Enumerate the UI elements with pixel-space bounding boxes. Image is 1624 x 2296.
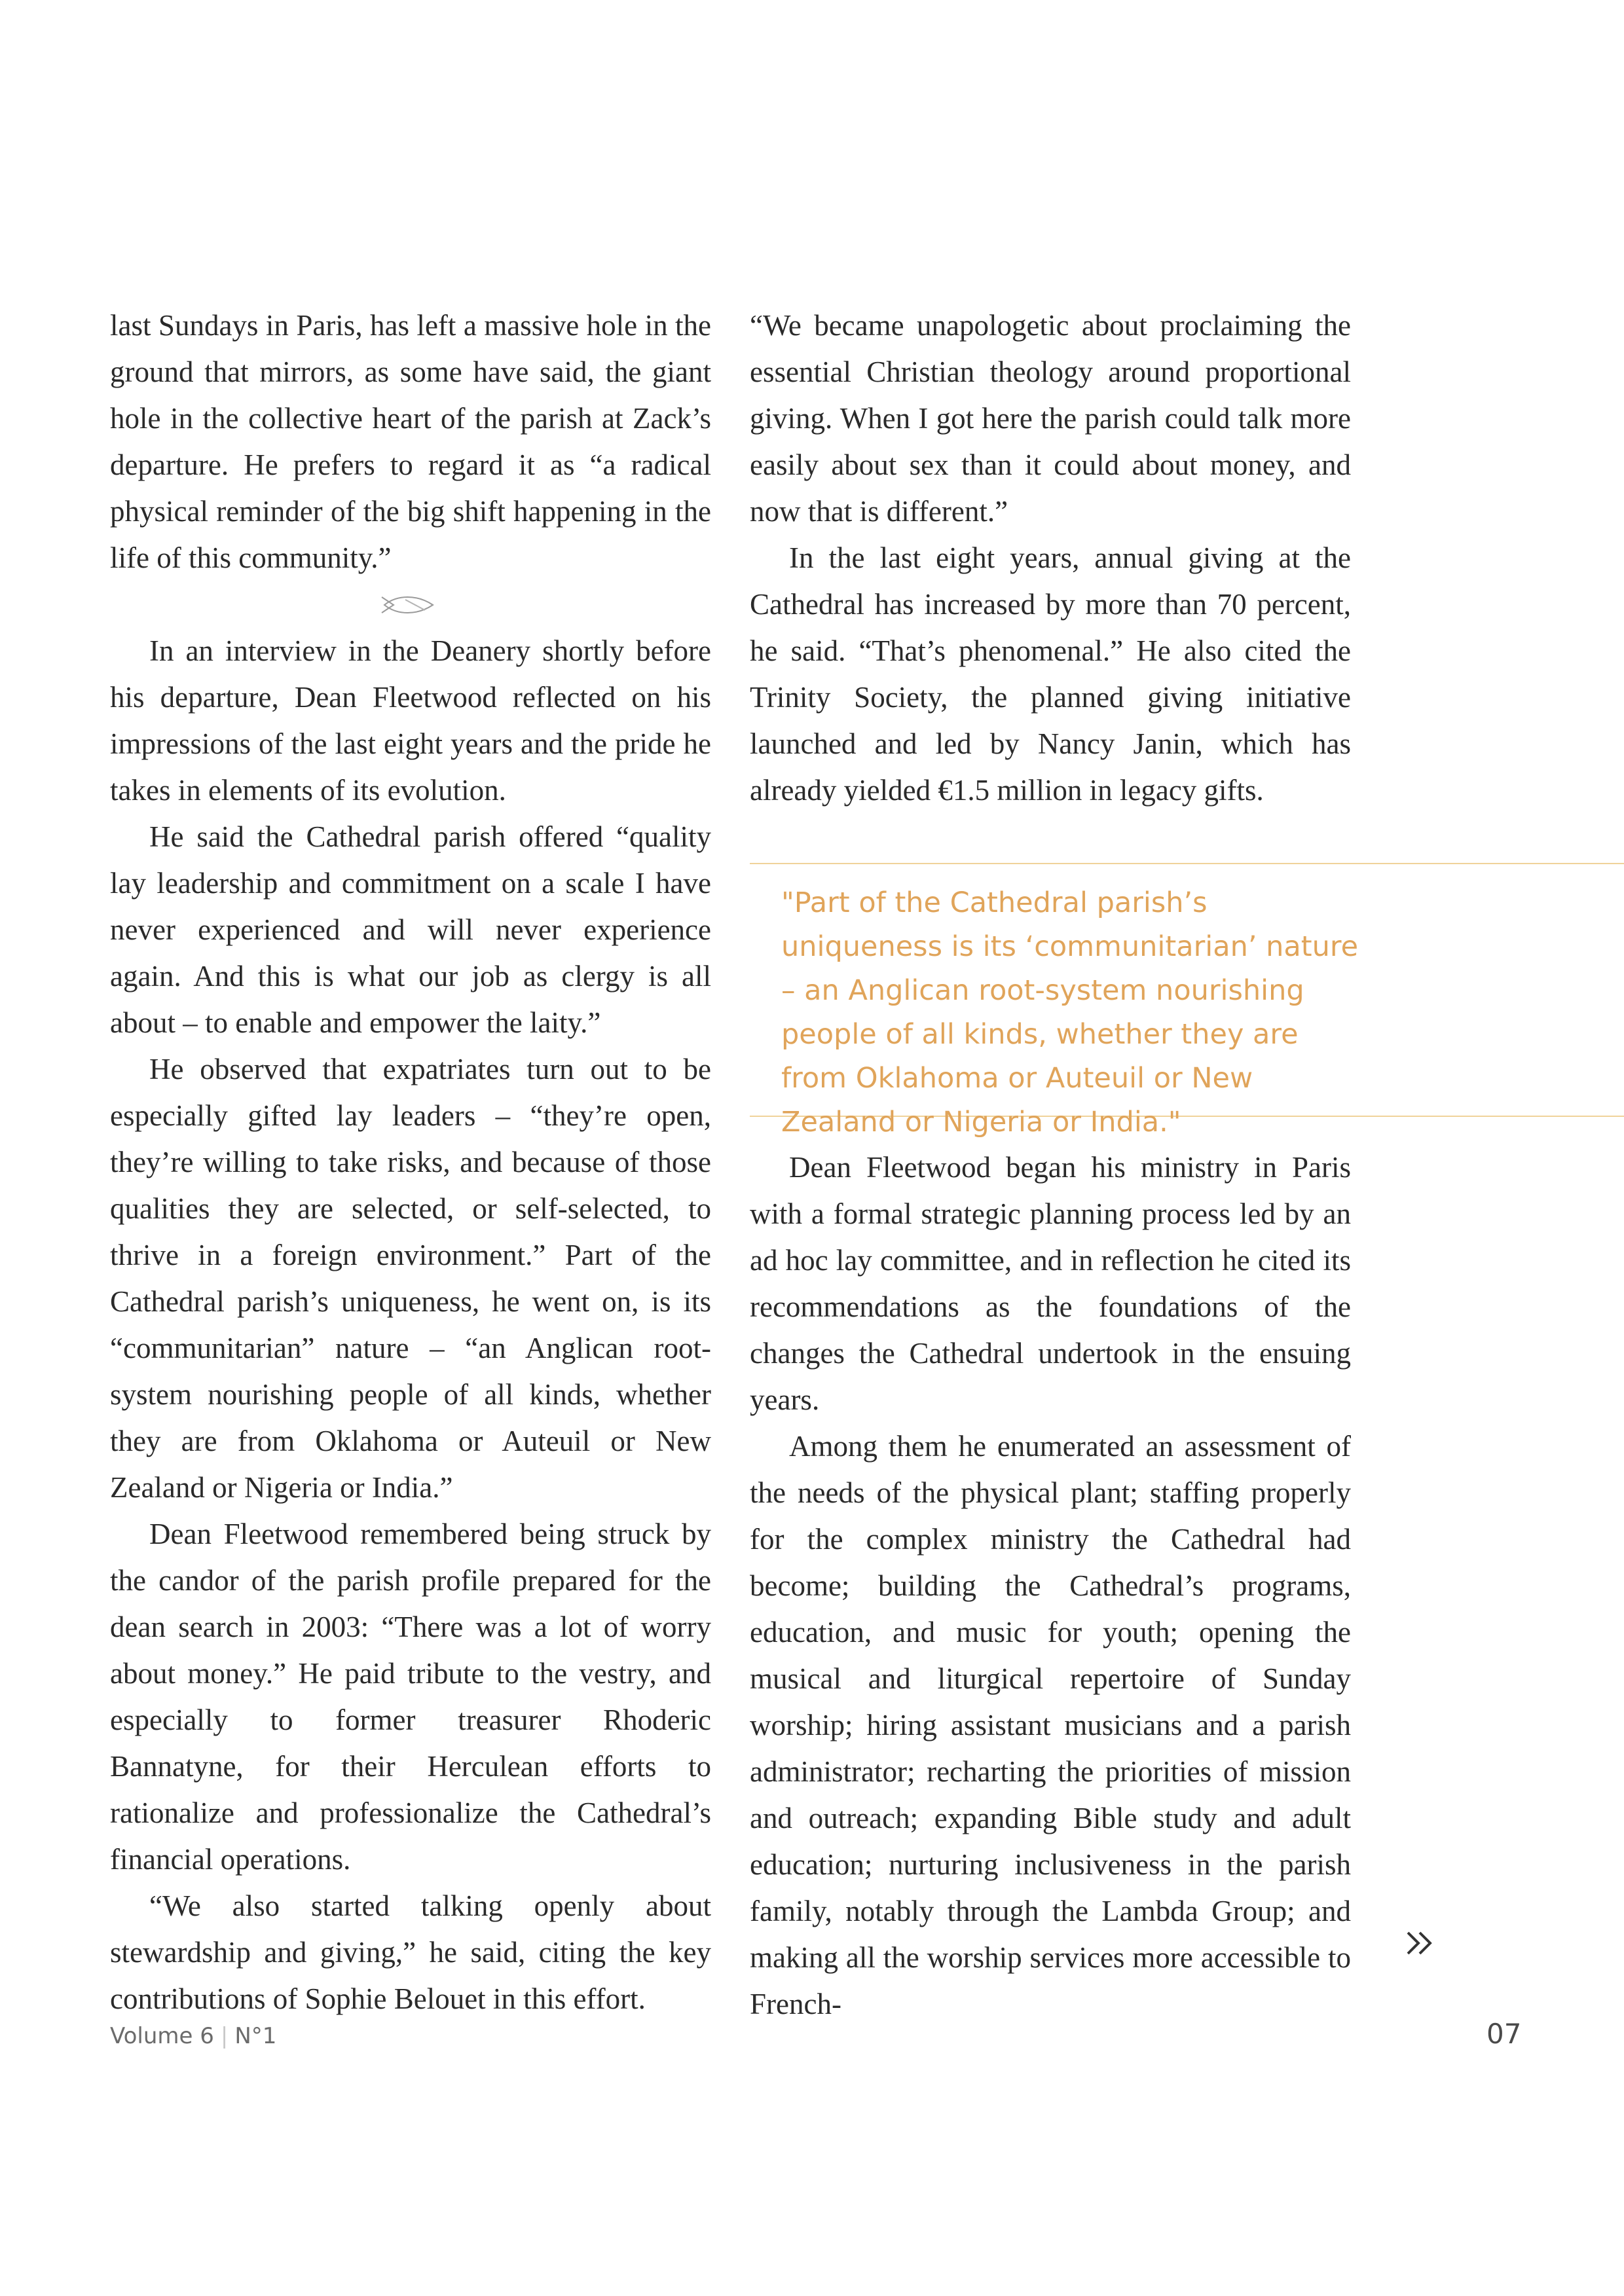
paragraph: In the last eight years, annual giving at the Cathedral has increased by more than 70 percent, he said. “That’s phenomenal.” He also cited the Trinity Society, the planned giving initiative launched and led by Nancy Janin, which has already yielded €1.5 million in legacy gifts. bbox=[750, 541, 1351, 807]
paragraph: Dean Fleetwood began his ministry in Paris with a formal strategic planning process led by an ad hoc lay committee, and in reflection he cited its recommendations as the foundations of the changes the Cathedral undertook in the ensuing years. bbox=[750, 1151, 1351, 1416]
paragraph: He said the Cathedral parish offered “quality lay leadership and commitment on a scale I have never experienced and will never experience again. And this is what our job as clergy is all about – to enable and empower the laity.” bbox=[110, 820, 711, 1039]
page-number: 07 bbox=[1486, 2018, 1522, 2050]
right-column-top bbox=[750, 302, 1351, 814]
volume-label: Volume 6 bbox=[110, 2023, 214, 2049]
left-column bbox=[110, 302, 711, 2022]
paragraph: last Sundays in Paris, has left a massive hole in the ground that mirrors, as some have said, the giant hole in the collective heart of the parish at Zack’s departure. He prefers to regard it as “a radical physical reminder of the big shift happening in the life of this community.” bbox=[110, 309, 711, 574]
paragraph: In an interview in the Deanery shortly before his departure, Dean Fleetwood reflected on his impressions of the last eight years and the pride he takes in elements of its evolution. bbox=[110, 634, 711, 807]
paragraph: “We also started talking openly about stewardship and giving,” he said, citing the key contributions of Sophie Belouet in this effort. bbox=[110, 1889, 711, 2015]
double-chevron-right-icon bbox=[1401, 1925, 1438, 1961]
separator: | bbox=[220, 2023, 229, 2049]
pull-quote-text: "Part of the Cathedral parish’s uniqueness is its ‘communitarian’ nature – an Anglican root-system nourishing people of all kinds, whether they are from Oklahoma or Auteuil or New Zealand or Nigeria or India." bbox=[781, 886, 1359, 1139]
right-column-bottom bbox=[750, 1144, 1351, 2028]
paragraph: “We became unapologetic about proclaiming the essential Christian theology around proportional giving. When I got here the parish could talk more easily about sex than it could about money, and now that is different.” bbox=[750, 309, 1351, 528]
paragraph: Among them he enumerated an assessment of the needs of the physical plant; staffing properly for the complex ministry the Cathedral had become; building the Cathedral’s programs, education, and music for youth; opening the musical and liturgical repertoire of Sunday worship; hiring assistant musicians and a parish administrator; recharting the priorities of mission and outreach; expanding Bible study and adult education; nurturing inclusiveness in the parish family, notably through the Lambda Group; and making all the worship services more accessible to French- bbox=[750, 1430, 1351, 2020]
paragraph: He observed that expatriates turn out to be especially gifted lay leaders – “they’re open, they’re willing to take risks, and because of those qualities they are selected, or self-selected, to thrive in a foreign environment.” Part of the Cathedral parish’s uniqueness, he went on, is its “communitarian” nature – “an Anglican root-system nourishing people of all kinds, whether they are from Oklahoma or Auteuil or New Zealand or Nigeria or India.” bbox=[110, 1053, 711, 1504]
paragraph: Dean Fleetwood remembered being struck by the candor of the parish profile prepared for the dean search in 2003: “There was a lot of worry about money.” He paid tribute to the vestry, and especially to former treasurer Rhoderic Bannatyne, for their Herculean efforts to rationalize and professionalize the Cathedral’s financial operations. bbox=[110, 1518, 711, 1876]
section-break bbox=[110, 581, 711, 628]
continue-marker bbox=[1401, 1925, 1438, 1961]
issue-info bbox=[110, 2023, 276, 2049]
pull-quote bbox=[750, 863, 1624, 1139]
issue-label: N°1 bbox=[234, 2023, 277, 2049]
fish-ornament-icon bbox=[379, 591, 442, 619]
